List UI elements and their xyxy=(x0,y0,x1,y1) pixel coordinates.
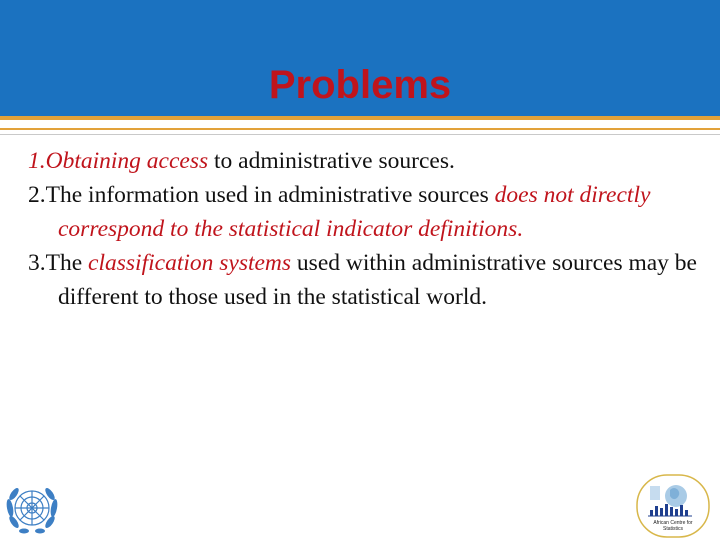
divider-gray xyxy=(0,134,720,135)
list-text-emphasis: does not directly correspond to the statistical indicator definitions. xyxy=(58,182,651,242)
list-item xyxy=(28,246,708,314)
list-text: to administrative sources. xyxy=(208,148,455,174)
un-emblem-icon xyxy=(2,478,62,538)
slide-title: Problems xyxy=(268,63,452,107)
logo-caption-line1: African Centre for xyxy=(653,520,693,526)
list-text-emphasis: classification systems xyxy=(88,250,292,276)
list-number: 1. xyxy=(28,148,46,174)
list-item xyxy=(28,178,708,246)
list-number: 2. xyxy=(28,182,46,208)
list-text: The information used in administrative sources xyxy=(45,182,495,208)
title-bar-accent xyxy=(0,116,720,120)
african-centre-statistics-logo-icon xyxy=(636,474,710,538)
list-text-emphasis: Obtaining access xyxy=(45,148,209,174)
divider-gold xyxy=(0,128,720,130)
list-number: 3. xyxy=(28,250,46,276)
list-item xyxy=(28,144,708,178)
logo-caption-line2: Statistics xyxy=(662,526,684,532)
list-text: The xyxy=(45,250,89,276)
list-text: used within administrative sources may be different to those used in the statistical world. xyxy=(58,250,697,310)
numbered-list xyxy=(28,144,708,314)
